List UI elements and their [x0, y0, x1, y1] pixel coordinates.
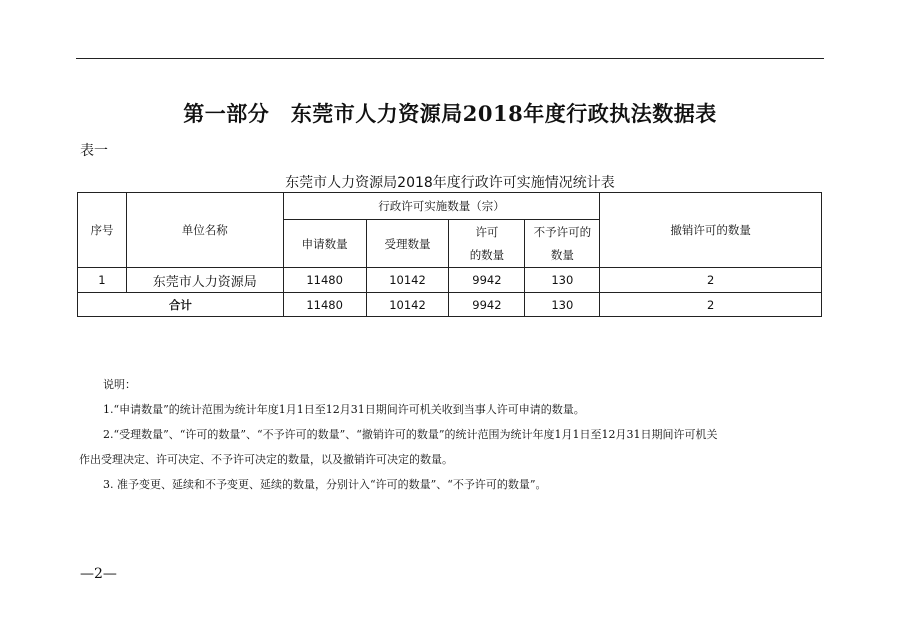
note-item-3: 3. 准予变更、延续和不予变更、延续的数量，分别计入“许可的数量”、“不予许可的数量”。 — [103, 478, 547, 491]
note-item-2: 2.“受理数量”、“许可的数量”、“不予许可的数量”、“撤销许可的数量”的统计范围为统计年度1月1日至12月31日期间许可机关 — [103, 428, 718, 441]
table-row — [78, 268, 822, 293]
page-number: —2— — [80, 566, 117, 582]
total-applied: 11480 — [283, 293, 366, 317]
cell-accepted: 10142 — [366, 268, 449, 293]
page-title: 第一部分 东莞市人力资源局2018年度行政执法数据表 — [183, 101, 717, 126]
header-row-1 — [78, 193, 822, 220]
header-applied: 申请数量 — [283, 220, 366, 268]
notes-section — [79, 372, 823, 497]
total-accepted: 10142 — [366, 293, 449, 317]
cell-applied: 11480 — [283, 268, 366, 293]
header-unit-name: 单位名称 — [126, 193, 283, 268]
total-revoked: 2 — [600, 293, 822, 317]
notes-heading: 说明： — [103, 378, 136, 391]
cell-unit: 东莞市人力资源局 — [126, 268, 283, 293]
total-label: 合计 — [78, 293, 284, 317]
header-denied-line2: 数量 — [525, 244, 600, 268]
cell-seq: 1 — [78, 268, 127, 293]
total-permitted: 9942 — [449, 293, 525, 317]
top-rule — [76, 58, 824, 59]
header-seq: 序号 — [78, 193, 127, 268]
header-revoked: 撤销许可的数量 — [600, 193, 822, 268]
header-denied-line1: 不予许可的 — [525, 220, 600, 244]
header-permitted-line2: 的数量 — [449, 244, 525, 268]
cell-denied: 130 — [525, 268, 600, 293]
table-label: 表一 — [80, 143, 108, 159]
header-group: 行政许可实施数量（宗） — [283, 193, 600, 220]
cell-revoked: 2 — [600, 268, 822, 293]
statistics-table — [77, 192, 822, 317]
note-item-2-continued: 作出受理决定、许可决定、不予许可决定的数量，以及撤销许可决定的数量。 — [79, 453, 453, 466]
header-accepted: 受理数量 — [366, 220, 449, 268]
total-row — [78, 293, 822, 317]
table-caption: 东莞市人力资源局2018年度行政许可实施情况统计表 — [285, 175, 615, 191]
note-item-1: 1.“申请数量”的统计范围为统计年度1月1日至12月31日期间许可机关收到当事人许可申请的数量。 — [103, 403, 585, 416]
total-denied: 130 — [525, 293, 600, 317]
cell-permitted: 9942 — [449, 268, 525, 293]
header-permitted-line1: 许可 — [449, 220, 525, 244]
